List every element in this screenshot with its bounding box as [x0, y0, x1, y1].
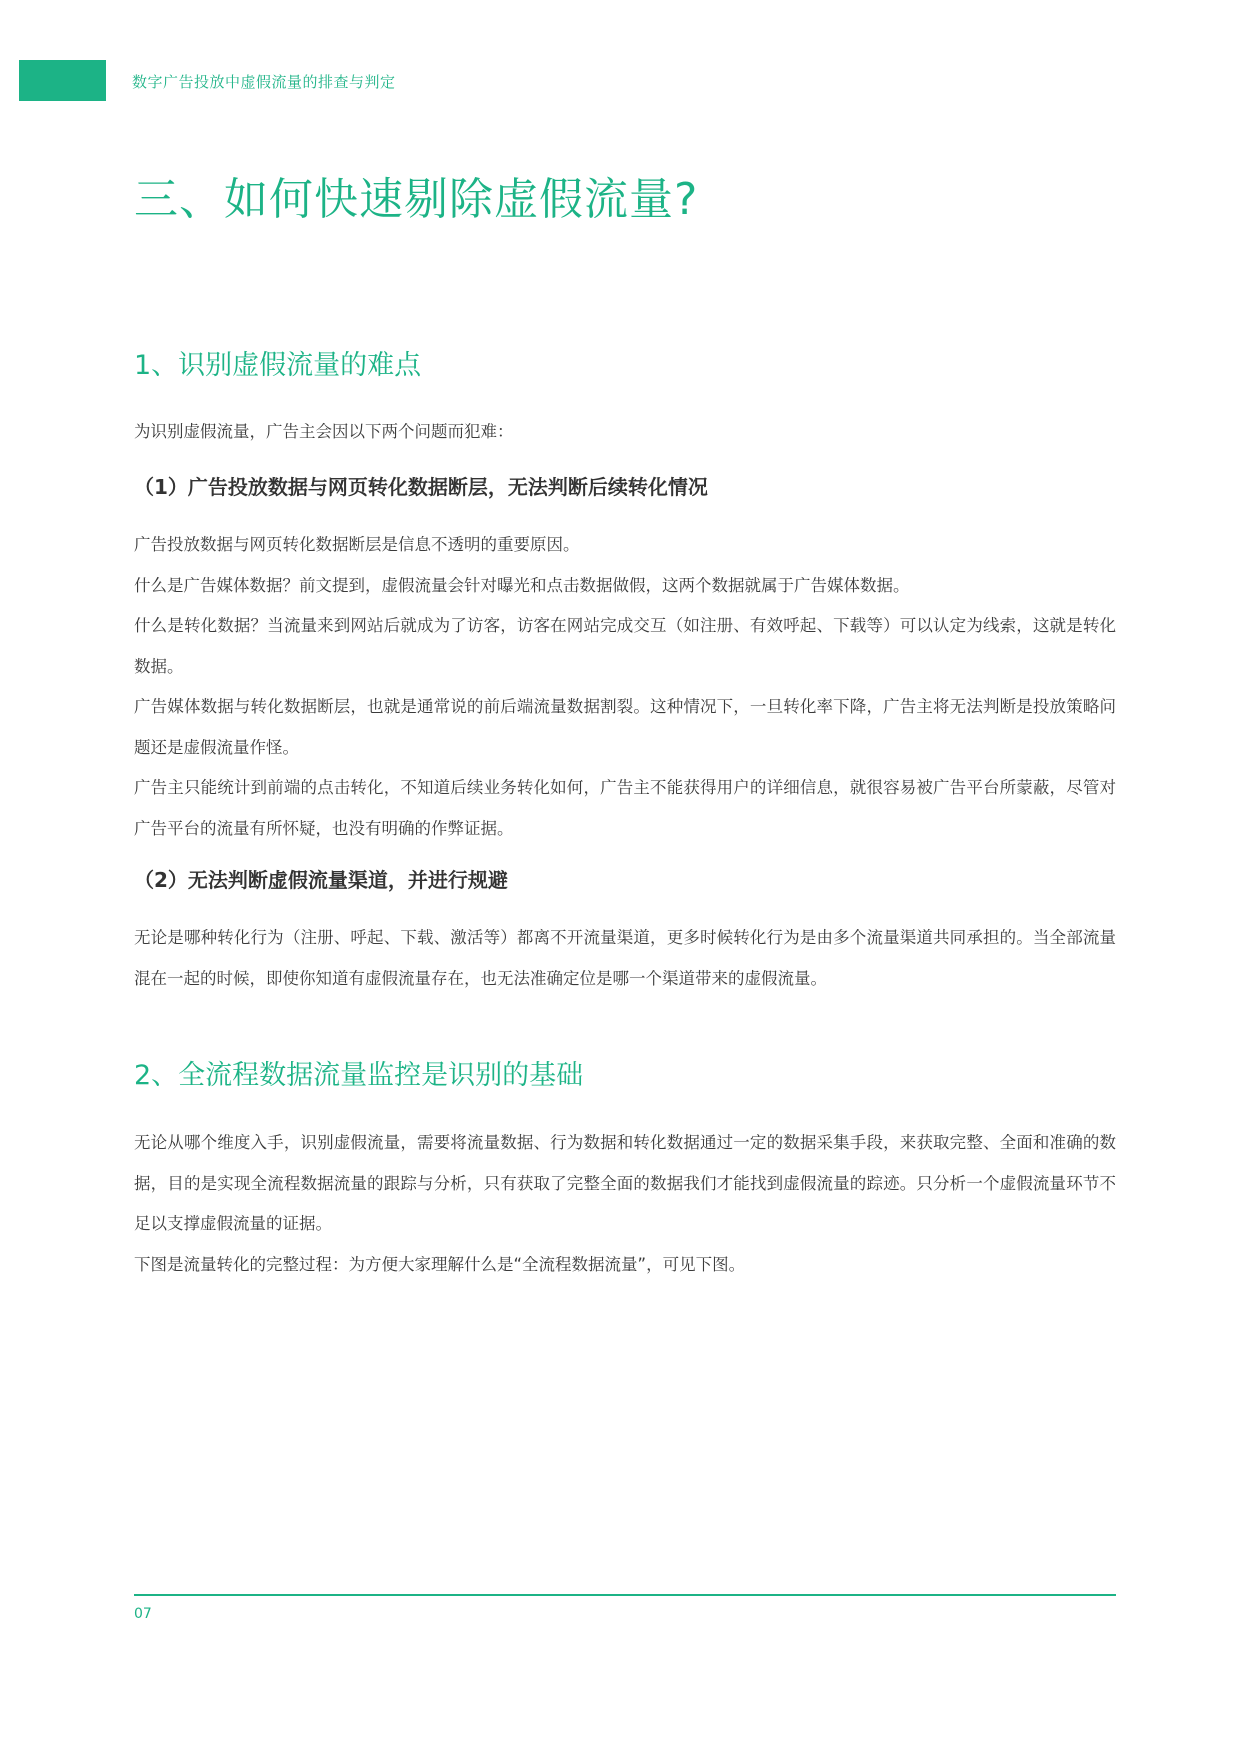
sub-heading-2: （2）无法判断虚假流量渠道，并进行规避: [134, 868, 508, 892]
paragraph: 什么是转化数据？当流量来到网站后就成为了访客，访客在网站完成交互（如注册、有效呼起、下载等）可以认定为线索，这就是转化数据。: [134, 616, 1116, 676]
paragraph: 无论是哪种转化行为（注册、呼起、下载、激活等）都离不开流量渠道，更多时候转化行为是由多个流量渠道共同承担的。当全部流量混在一起的时候，即使你知道有虚假流量存在，也无法准确定位是哪一个渠道带来的虚假流量。: [134, 928, 1116, 988]
section-2-body: [134, 1123, 1116, 1285]
sub-section-1-body: [134, 525, 1116, 849]
paragraph: 什么是广告媒体数据？前文提到，虚假流量会针对曝光和点击数据做假，这两个数据就属于广告媒体数据。: [134, 575, 910, 595]
paragraph: 广告投放数据与网页转化数据断层是信息不透明的重要原因。: [134, 535, 580, 554]
paragraph: 为识别虚假流量，广告主会因以下两个问题而犯难：: [134, 422, 514, 441]
section-1-intro: [134, 412, 1116, 453]
sub-section-2-body: [134, 918, 1116, 999]
paragraph: 广告主只能统计到前端的点击转化，不知道后续业务转化如何，广告主不能获得用户的详细信息，就很容易被广告平台所蒙蔽，尽管对广告平台的流量有所怀疑，也没有明确的作弊证据。: [134, 778, 1116, 838]
footer-divider: [134, 1594, 1116, 1596]
page-title: 三、如何快速剔除虚假流量?: [134, 174, 699, 225]
paragraph: 广告媒体数据与转化数据断层，也就是通常说的前后端流量数据割裂。这种情况下，一旦转化率下降，广告主将无法判断是投放策略问题还是虚假流量作怪。: [134, 697, 1116, 757]
paragraph: 无论从哪个维度入手，识别虚假流量，需要将流量数据、行为数据和转化数据通过一定的数据采集手段，来获取完整、全面和准确的数据，目的是实现全流程数据流量的跟踪与分析，只有获取了完整全面的数据我们才能找到虚假流量的踪迹。只分析一个虚假流量环节不足以支撑虚假流量的证据。: [134, 1133, 1116, 1233]
page-number: 07: [134, 1606, 152, 1622]
section-heading-1: 1、识别虚假流量的难点: [134, 350, 422, 381]
header-accent-block: [19, 60, 106, 101]
header-document-title: 数字广告投放中虚假流量的排查与判定: [132, 73, 396, 91]
section-heading-2: 2、全流程数据流量监控是识别的基础: [134, 1060, 584, 1091]
paragraph: 下图是流量转化的完整过程：为方便大家理解什么是“全流程数据流量”，可见下图。: [134, 1254, 746, 1274]
sub-heading-1: （1）广告投放数据与网页转化数据断层，无法判断后续转化情况: [134, 475, 708, 499]
